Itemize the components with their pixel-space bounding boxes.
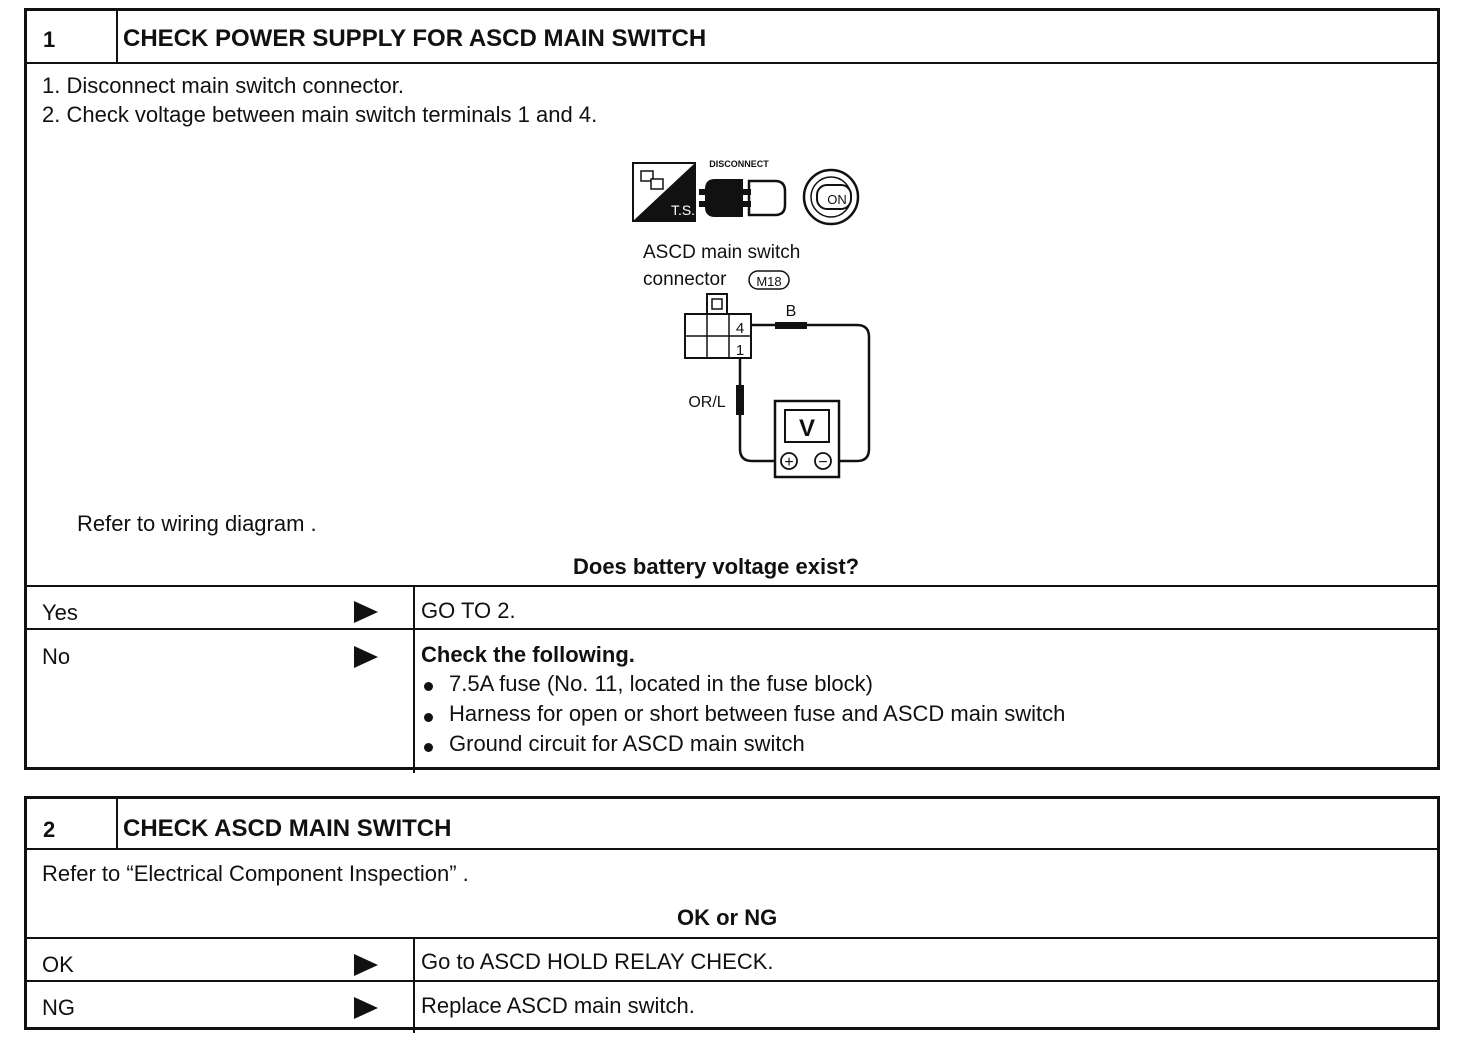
wire-orl-label: OR/L <box>688 394 726 411</box>
yes-arrow-icon <box>354 601 378 623</box>
step1-no-line <box>27 628 1437 630</box>
step2-ng-result: Replace ASCD main switch. <box>421 993 695 1018</box>
step2-ok-result: Go to ASCD HOLD RELAY CHECK. <box>421 949 774 974</box>
ng-arrow-icon <box>354 997 378 1019</box>
step1-no-heading: Check the following. <box>421 642 635 667</box>
connector-label-line1: ASCD main switch <box>643 242 801 263</box>
step1-question: Does battery voltage exist? <box>573 554 860 579</box>
step2-number: 2 <box>43 817 56 842</box>
no-arrow-icon <box>354 646 378 668</box>
ignition-on-icon <box>804 170 858 224</box>
disconnect-icon <box>699 159 785 217</box>
step1-number: 1 <box>43 27 56 52</box>
connector-id: M18 <box>756 274 782 289</box>
step2-reference: Refer to “Electrical Component Inspection” . <box>42 861 469 886</box>
voltage-check-diagram <box>611 159 881 489</box>
wire-b-label: B <box>785 303 797 320</box>
ok-arrow-icon <box>354 954 378 976</box>
step2-table <box>24 796 1440 1030</box>
connector-label-line2: connector <box>643 269 727 290</box>
step1-no-item-2: Harness for open or short between fuse and ASCD main switch <box>449 701 1066 726</box>
voltmeter <box>775 401 839 477</box>
step1-instruction-1: 1. Disconnect main switch connector. <box>42 73 404 98</box>
meter-minus: − <box>818 454 828 471</box>
connector-m18 <box>685 294 751 359</box>
ts-label: T.S. <box>670 202 696 218</box>
step1-yes-label: Yes <box>42 600 78 625</box>
step1-no-item-1: 7.5A fuse (No. 11, located in the fuse block) <box>449 671 873 696</box>
ts-icon <box>633 163 695 221</box>
step1-no-item-3: Ground circuit for ASCD main switch <box>449 731 805 756</box>
bullet-icon <box>424 713 433 722</box>
step1-instruction-2: 2. Check voltage between main switch terminals 1 and 4. <box>42 102 598 127</box>
step1-yes-line <box>27 585 1437 587</box>
step2-result-divider <box>413 937 415 1033</box>
bullet-icon <box>424 682 433 691</box>
step2-ok-label: OK <box>42 952 74 977</box>
step2-ok-line <box>27 937 1437 939</box>
terminal-1-label: 1 <box>735 342 745 359</box>
meter-plus: + <box>784 454 794 471</box>
on-label: ON <box>827 192 847 207</box>
step1-table <box>24 8 1440 770</box>
step1-no-label: No <box>42 644 71 669</box>
step2-title: CHECK ASCD MAIN SWITCH <box>123 815 452 842</box>
step1-yes-result: GO TO 2. <box>421 598 516 623</box>
bullet-icon <box>424 743 433 752</box>
step2-header-divider <box>116 799 118 848</box>
step2-question: OK or NG <box>677 905 778 930</box>
step1-header-line <box>27 62 1437 64</box>
step1-result-divider <box>413 585 415 773</box>
step1-title: CHECK POWER SUPPLY FOR ASCD MAIN SWITCH <box>123 25 707 52</box>
step1-header-divider <box>116 11 118 62</box>
step2-ng-label: NG <box>42 995 75 1020</box>
meter-label: V <box>798 415 816 442</box>
step2-ng-line <box>27 980 1437 982</box>
terminal-4-label: 4 <box>735 320 745 337</box>
disconnect-label: DISCONNECT <box>709 159 769 169</box>
step1-reference: Refer to wiring diagram . <box>77 511 317 536</box>
step2-header-line <box>27 848 1437 850</box>
